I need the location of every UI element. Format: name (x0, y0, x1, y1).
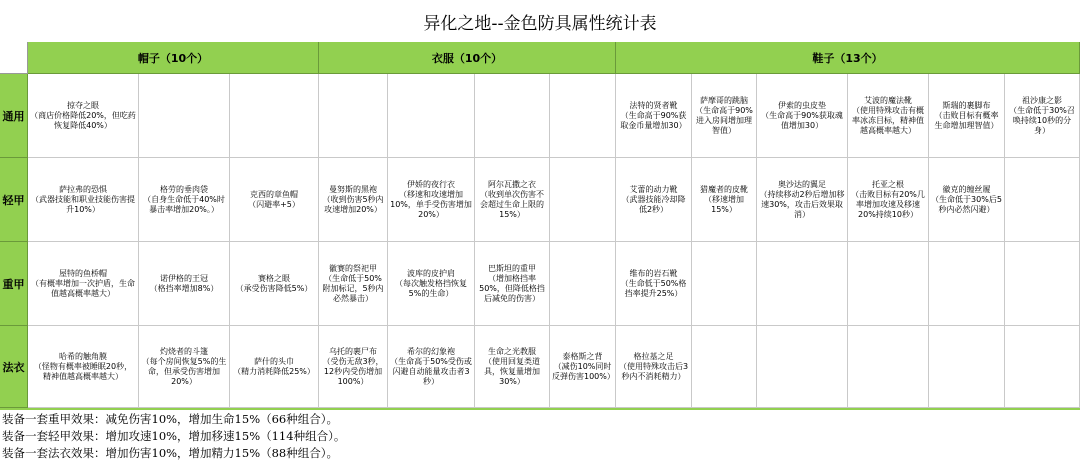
table-cell (616, 326, 692, 408)
item-name: 萨摩哥的跳脑 (700, 95, 748, 105)
item-description: （收到单次伤害不会超过生命上限的15%） (480, 189, 544, 219)
item-description: （生命高于90%获取魂值增加30） (761, 110, 843, 130)
table-cell (230, 158, 319, 242)
table-cell (475, 326, 550, 408)
item-name: 克西的章鱼帽 (249, 189, 298, 199)
item-description: （生命高于90%获取金币量增加30） (620, 110, 687, 130)
item-name: 曼努斯的黑袍 (329, 184, 377, 194)
item-name: 波库的皮护肩 (407, 268, 455, 278)
item-name: 伊娇的夜行衣 (407, 179, 455, 189)
attribute-table (0, 42, 1080, 408)
item-name: 巴斯坦的重甲 (488, 263, 536, 273)
column-header-shoes: 鞋子（13个） (616, 42, 1080, 74)
table-cell (757, 242, 848, 326)
table-cell (1005, 326, 1080, 408)
table-cell (848, 326, 929, 408)
row-label-light-armor: 轻甲 (0, 158, 28, 242)
item-name: 格劳的垂肉袋 (160, 184, 208, 194)
table-cell (848, 158, 929, 242)
item-name: 维布的岩石靴 (629, 268, 678, 278)
item-name: 生命之光教服 (488, 346, 536, 356)
table-cell (230, 326, 319, 408)
page-title: 异化之地--金色防具属性统计表 (0, 0, 1080, 43)
item-description: （精力消耗降低25%） (233, 366, 315, 376)
item-description: （收到伤害5秒内攻速增加20%） (322, 194, 384, 214)
corner-cell (0, 42, 28, 74)
item-name: 赛格之眼 (257, 273, 290, 283)
item-description: （击败目标有概率生命增加理智值） (934, 110, 999, 130)
table-cell (616, 158, 692, 242)
table-cell (28, 74, 139, 158)
table-cell (139, 242, 230, 326)
table-cell (388, 74, 475, 158)
table-cell (139, 74, 230, 158)
table-cell (848, 74, 929, 158)
table-cell (475, 74, 550, 158)
item-name: 徽赛的祭祀甲 (329, 263, 377, 273)
table-cell (692, 326, 757, 408)
item-description: （持续移动2秒后增加移速30%，攻击后效果取消） (759, 189, 845, 219)
item-description: （每次触发格挡恢复5%的生命） (395, 278, 467, 298)
table-cell (388, 242, 475, 326)
item-name: 灼烧者的斗篷 (160, 346, 208, 356)
item-description: （移速增加15%） (704, 194, 744, 214)
row-label-general: 通用 (0, 74, 28, 158)
row-label-heavy-armor: 重甲 (0, 242, 28, 326)
table-cell (230, 74, 319, 158)
table-cell (388, 158, 475, 242)
column-header-clothes: 衣服（10个） (319, 42, 616, 74)
item-description: （生命高于90%进入房间增加理智值） (695, 105, 753, 135)
table-cell (475, 158, 550, 242)
note-heavy-set: 装备一套重甲效果：减免伤害10%，增加生命15%（66种组合）。 (2, 412, 339, 426)
item-description: （自身生命低于40%时暴击率增加20%。） (143, 194, 225, 214)
item-description: （武器技能冷却降低2秒） (621, 194, 686, 214)
table-cell (1005, 74, 1080, 158)
set-effect-notes (2, 411, 1078, 462)
item-description: （有概率增加一次护盾，生命值越高概率越大） (31, 278, 135, 298)
item-name: 乌托的裹尸布 (329, 346, 377, 356)
table-cell (319, 242, 388, 326)
table-cell (550, 326, 616, 408)
table-cell (1005, 158, 1080, 242)
note-light-set: 装备一套轻甲效果：增加攻速10%，增加移速15%（114种组合）。 (2, 429, 346, 443)
item-name: 法特的贤者靴 (629, 100, 678, 110)
table-cell (230, 242, 319, 326)
item-name: 猎魔者的皮靴 (700, 184, 748, 194)
table-cell (28, 326, 139, 408)
table-cell (475, 242, 550, 326)
item-name: 泰格斯之背 (562, 351, 603, 361)
item-description: （使用特殊攻击后3秒内不消耗精力） (618, 361, 689, 381)
item-name: 托亚之根 (872, 179, 904, 189)
item-name: 掠夺之眼 (67, 100, 99, 110)
table-cell (28, 242, 139, 326)
item-description: （闪避率+5） (248, 199, 300, 209)
item-description: （格挡率增加8%） (149, 283, 219, 293)
note-robe-set: 装备一套法衣效果：增加伤害10%，增加精力15%（88种组合）。 (2, 446, 339, 460)
item-description: （承受伤害降低5%） (235, 283, 313, 293)
table-cell (550, 158, 616, 242)
table-cell (692, 158, 757, 242)
table-cell (929, 242, 1005, 326)
table-cell (616, 74, 692, 158)
row-label-robe: 法衣 (0, 326, 28, 408)
table-cell (692, 242, 757, 326)
table-cell (757, 74, 848, 158)
table-cell (319, 158, 388, 242)
table-cell (550, 242, 616, 326)
table-cell (757, 326, 848, 408)
item-name: 屋特的鱼桥帽 (59, 268, 107, 278)
item-description: （武器技能和职业技能伤害提升10%） (31, 194, 135, 214)
table-cell (692, 74, 757, 158)
item-name: 格拉基之足 (633, 351, 674, 361)
item-description: （击败目标有20%几率增加攻速及移速20%持续10秒） (851, 189, 925, 219)
table-cell (319, 74, 388, 158)
table-cell (616, 242, 692, 326)
item-description: （生命低于30%后5秒内必然闪避） (931, 194, 1002, 214)
table-cell (388, 326, 475, 408)
item-name: 斯瑞的裹脚布 (942, 100, 991, 110)
item-name: 诺伊格的王冠 (159, 273, 208, 283)
item-description: （移速和攻速增加10%，单手受伤害增加20%） (390, 189, 472, 219)
item-description: （商店价格降低20%，但吃药恢复降低40%） (30, 110, 136, 130)
item-name: 祖沙康之影 (1022, 95, 1062, 105)
item-description: （每个房间恢复5%的生命，但承受伤害增加20%） (141, 356, 227, 386)
item-description: （生命低于30%召唤持续10秒的分身） (1009, 105, 1075, 135)
table-cell (848, 242, 929, 326)
table-cell (929, 326, 1005, 408)
item-description: （使用特殊攻击有概率冰冻目标，精神值越高概率越大） (852, 105, 924, 135)
table-cell (28, 158, 139, 242)
item-name: 萨什的头巾 (254, 356, 294, 366)
item-name: 希尔的幻象袍 (407, 346, 455, 356)
item-name: 伊索的虫皮垫 (778, 100, 826, 110)
table-cell (1005, 242, 1080, 326)
table-cell (757, 158, 848, 242)
item-description: （增加格挡率50%，但降低格挡后减免的伤害） (479, 273, 545, 303)
item-description: （受伤无敌3秒，12秒内受伤增加100%） (322, 356, 384, 386)
item-description: （生命低于50%附加标记，5秒内必然暴击） (322, 273, 384, 303)
item-description: （减伤10%同时反弹伤害100%） (552, 361, 615, 381)
table-cell (319, 326, 388, 408)
table-cell (929, 74, 1005, 158)
item-description: （生命高于50%受伤或闪避自动能量攻击者3秒） (390, 356, 472, 386)
item-name: 哈希的触角膜 (59, 351, 107, 361)
item-description: （生命低于50%格挡率提升25%） (620, 278, 687, 298)
item-description: （怪物有概率被睡眠20秒，精神值越高概率越大） (33, 361, 133, 381)
column-header-hats: 帽子（10个） (28, 42, 319, 74)
item-name: 阿尔瓦撒之衣 (488, 179, 536, 189)
item-description: （使用回复类道具，恢复量增加30%） (484, 356, 540, 386)
item-name: 艾蕾的动力靴 (629, 184, 678, 194)
item-name: 萨拉弗的恐惧 (59, 184, 107, 194)
table-cell (139, 326, 230, 408)
item-name: 艾波的魔法靴 (864, 95, 912, 105)
item-name: 徽克的缠丝履 (942, 184, 991, 194)
item-name: 奥沙达的翼足 (778, 179, 826, 189)
table-cell (929, 158, 1005, 242)
table-cell (139, 158, 230, 242)
table-cell (550, 74, 616, 158)
table-bottom-border (0, 408, 1080, 410)
